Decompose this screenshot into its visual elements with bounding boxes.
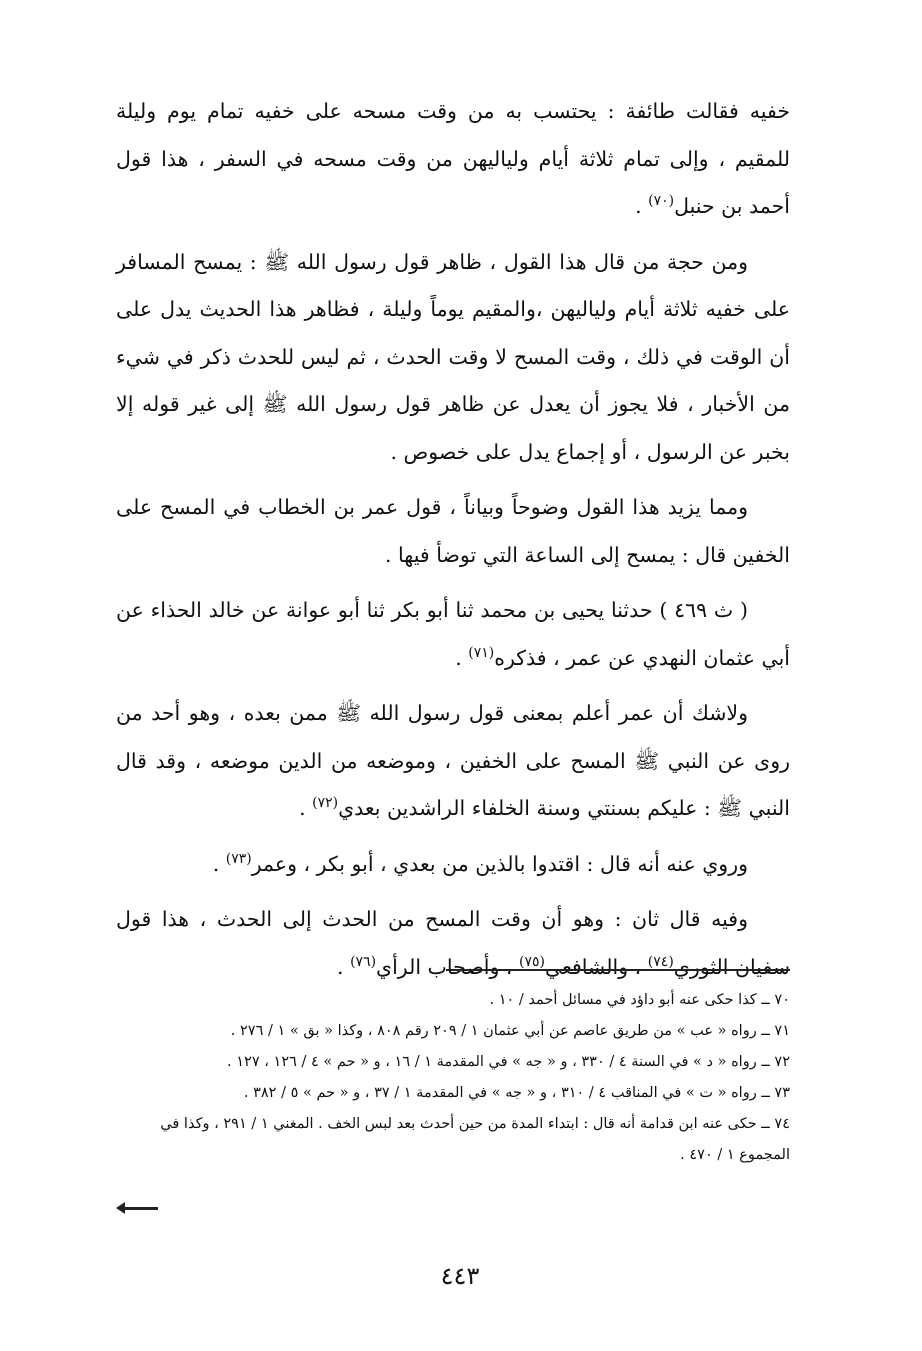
footnote-ref-72[interactable]: (٧٢) <box>312 795 339 812</box>
arrow-left-icon <box>124 1207 158 1210</box>
page-number: ٤٤٣ <box>440 1262 480 1290</box>
paragraph-1-tail: . <box>635 194 649 218</box>
footnote-ref-76[interactable]: (٧٦) <box>350 953 377 970</box>
paragraph-5 <box>116 690 790 833</box>
paragraph-4-text: ( ث ٤٦٩ ) حدثنا يحيى بن محمد ثنا أبو بكر ثنا أبو عوانة عن خالد الحذاء عن أبي عثمان النهدي عن عمر ، فذكره <box>116 598 790 670</box>
footnote-ref-71[interactable]: (٧١) <box>468 644 495 661</box>
paragraph-7-text-c: ، وأصحاب الرأي <box>376 954 519 979</box>
paragraph-1-text: خفيه فقالت طائفة : يحتسب به من وقت مسحه على خفيه تمام يوم وليلة للمقيم ، وإلى تمام ثلاثة أيام ولياليهن من وقت مسحه في السفر ، هذا قول أحمد بن حنبل <box>116 99 790 218</box>
footnote-72: ٧٢ ــ رواه « د » في السنة ٤ / ٣٣٠ ، و « جه » في المقدمة ١ / ١٦ ، و « حم » ٤ / ١٢٦ ، ١٢٧ . <box>227 1054 790 1070</box>
paragraph-6-text: وروي عنه أنه قال : اقتدوا بالذين من بعدي ، أبو بكر ، وعمر <box>251 851 748 876</box>
footnote-divider <box>446 969 790 971</box>
footnote-73: ٧٣ ــ رواه « ت » في المناقب ٤ / ٣١٠ ، و « جه » في المقدمة ١ / ٣٧ ، و « حم » ٥ / ٣٨٢ . <box>243 1085 790 1101</box>
paragraph-6 <box>116 841 790 889</box>
paragraph-7 <box>116 896 790 991</box>
paragraph-7-text-b: ، والشافعي <box>544 954 648 979</box>
paragraph-6-tail: . <box>212 851 226 876</box>
paragraph-3 <box>116 484 790 579</box>
paragraph-3-text: ومما يزيد هذا القول وضوحاً وبياناً ، قول عمر بن الخطاب في المسح على الخفين قال : يمسح إلى الساعة التي توضأ فيها . <box>116 495 790 567</box>
footnotes-section <box>116 985 790 1171</box>
paragraph-7-tail: . <box>337 954 351 979</box>
footnote-70: ٧٠ ــ كذا حكى عنه أبو داؤد في مسائل أحمد / ١٠ . <box>489 992 790 1008</box>
paragraph-4-tail: . <box>455 645 469 670</box>
footnote-ref-75[interactable]: (٧٥) <box>519 953 545 970</box>
paragraph-2 <box>116 239 790 477</box>
paragraph-5-tail: . <box>299 796 313 820</box>
paragraph-4 <box>116 587 790 682</box>
footnote-ref-70[interactable]: (٧٠) <box>648 193 675 210</box>
footnote-ref-74[interactable]: (٧٤) <box>647 953 674 970</box>
main-text <box>116 88 790 999</box>
footnote-74: ٧٤ ــ حكى عنه ابن قدامة أنه قال : ابتداء المدة من حين أحدث بعد لبس الخف . المغني ١ / ٢٩١ ، وكذا في المجموع ١ / ٤٧٠ . <box>160 1116 790 1163</box>
footnote-71: ٧١ ــ رواه « عب » من طريق عاصم عن أبي عثمان ١ / ٢٠٩ رقم ٨٠٨ ، وكذا « بق » ١ / ٢٧٦ . <box>230 1023 790 1039</box>
paragraph-7-text-a: وفيه قال ثان : وهو أن وقت المسح من الحدث إلى الحدث ، هذا قول سفيان الثوري <box>116 907 790 979</box>
paragraph-1 <box>116 88 790 231</box>
paragraph-5-text: ولاشك أن عمر أعلم بمعنى قول رسول الله ﷺ ممن بعده ، وهو أحد من روى عن النبي ﷺ المسح على الخفين ، وموضعه من الدين موضعه ، وقد قال النبي ﷺ : عليكم بسنتي وسنة الخلفاء الراشدين بعدي <box>116 701 790 820</box>
footnote-ref-73[interactable]: (٧٣) <box>225 850 252 867</box>
paragraph-2-text: ومن حجة من قال هذا القول ، ظاهر قول رسول الله ﷺ : يمسح المسافر على خفيه ثلاثة أيام ولياليهن ،والمقيم يوماً وليلة ، فظاهر هذا الحديث يدل على أن الوقت في ذلك ، وقت المسح لا وقت الحدث ، ثم ليس للحدث ذكر في شيء من الأخبار ، فلا يجوز أن يعدل عن ظاهر قول رسول الله ﷺ إلى غير قوله إلا بخبر عن الرسول ، أو إجماع يدل على خصوص . <box>116 249 790 464</box>
